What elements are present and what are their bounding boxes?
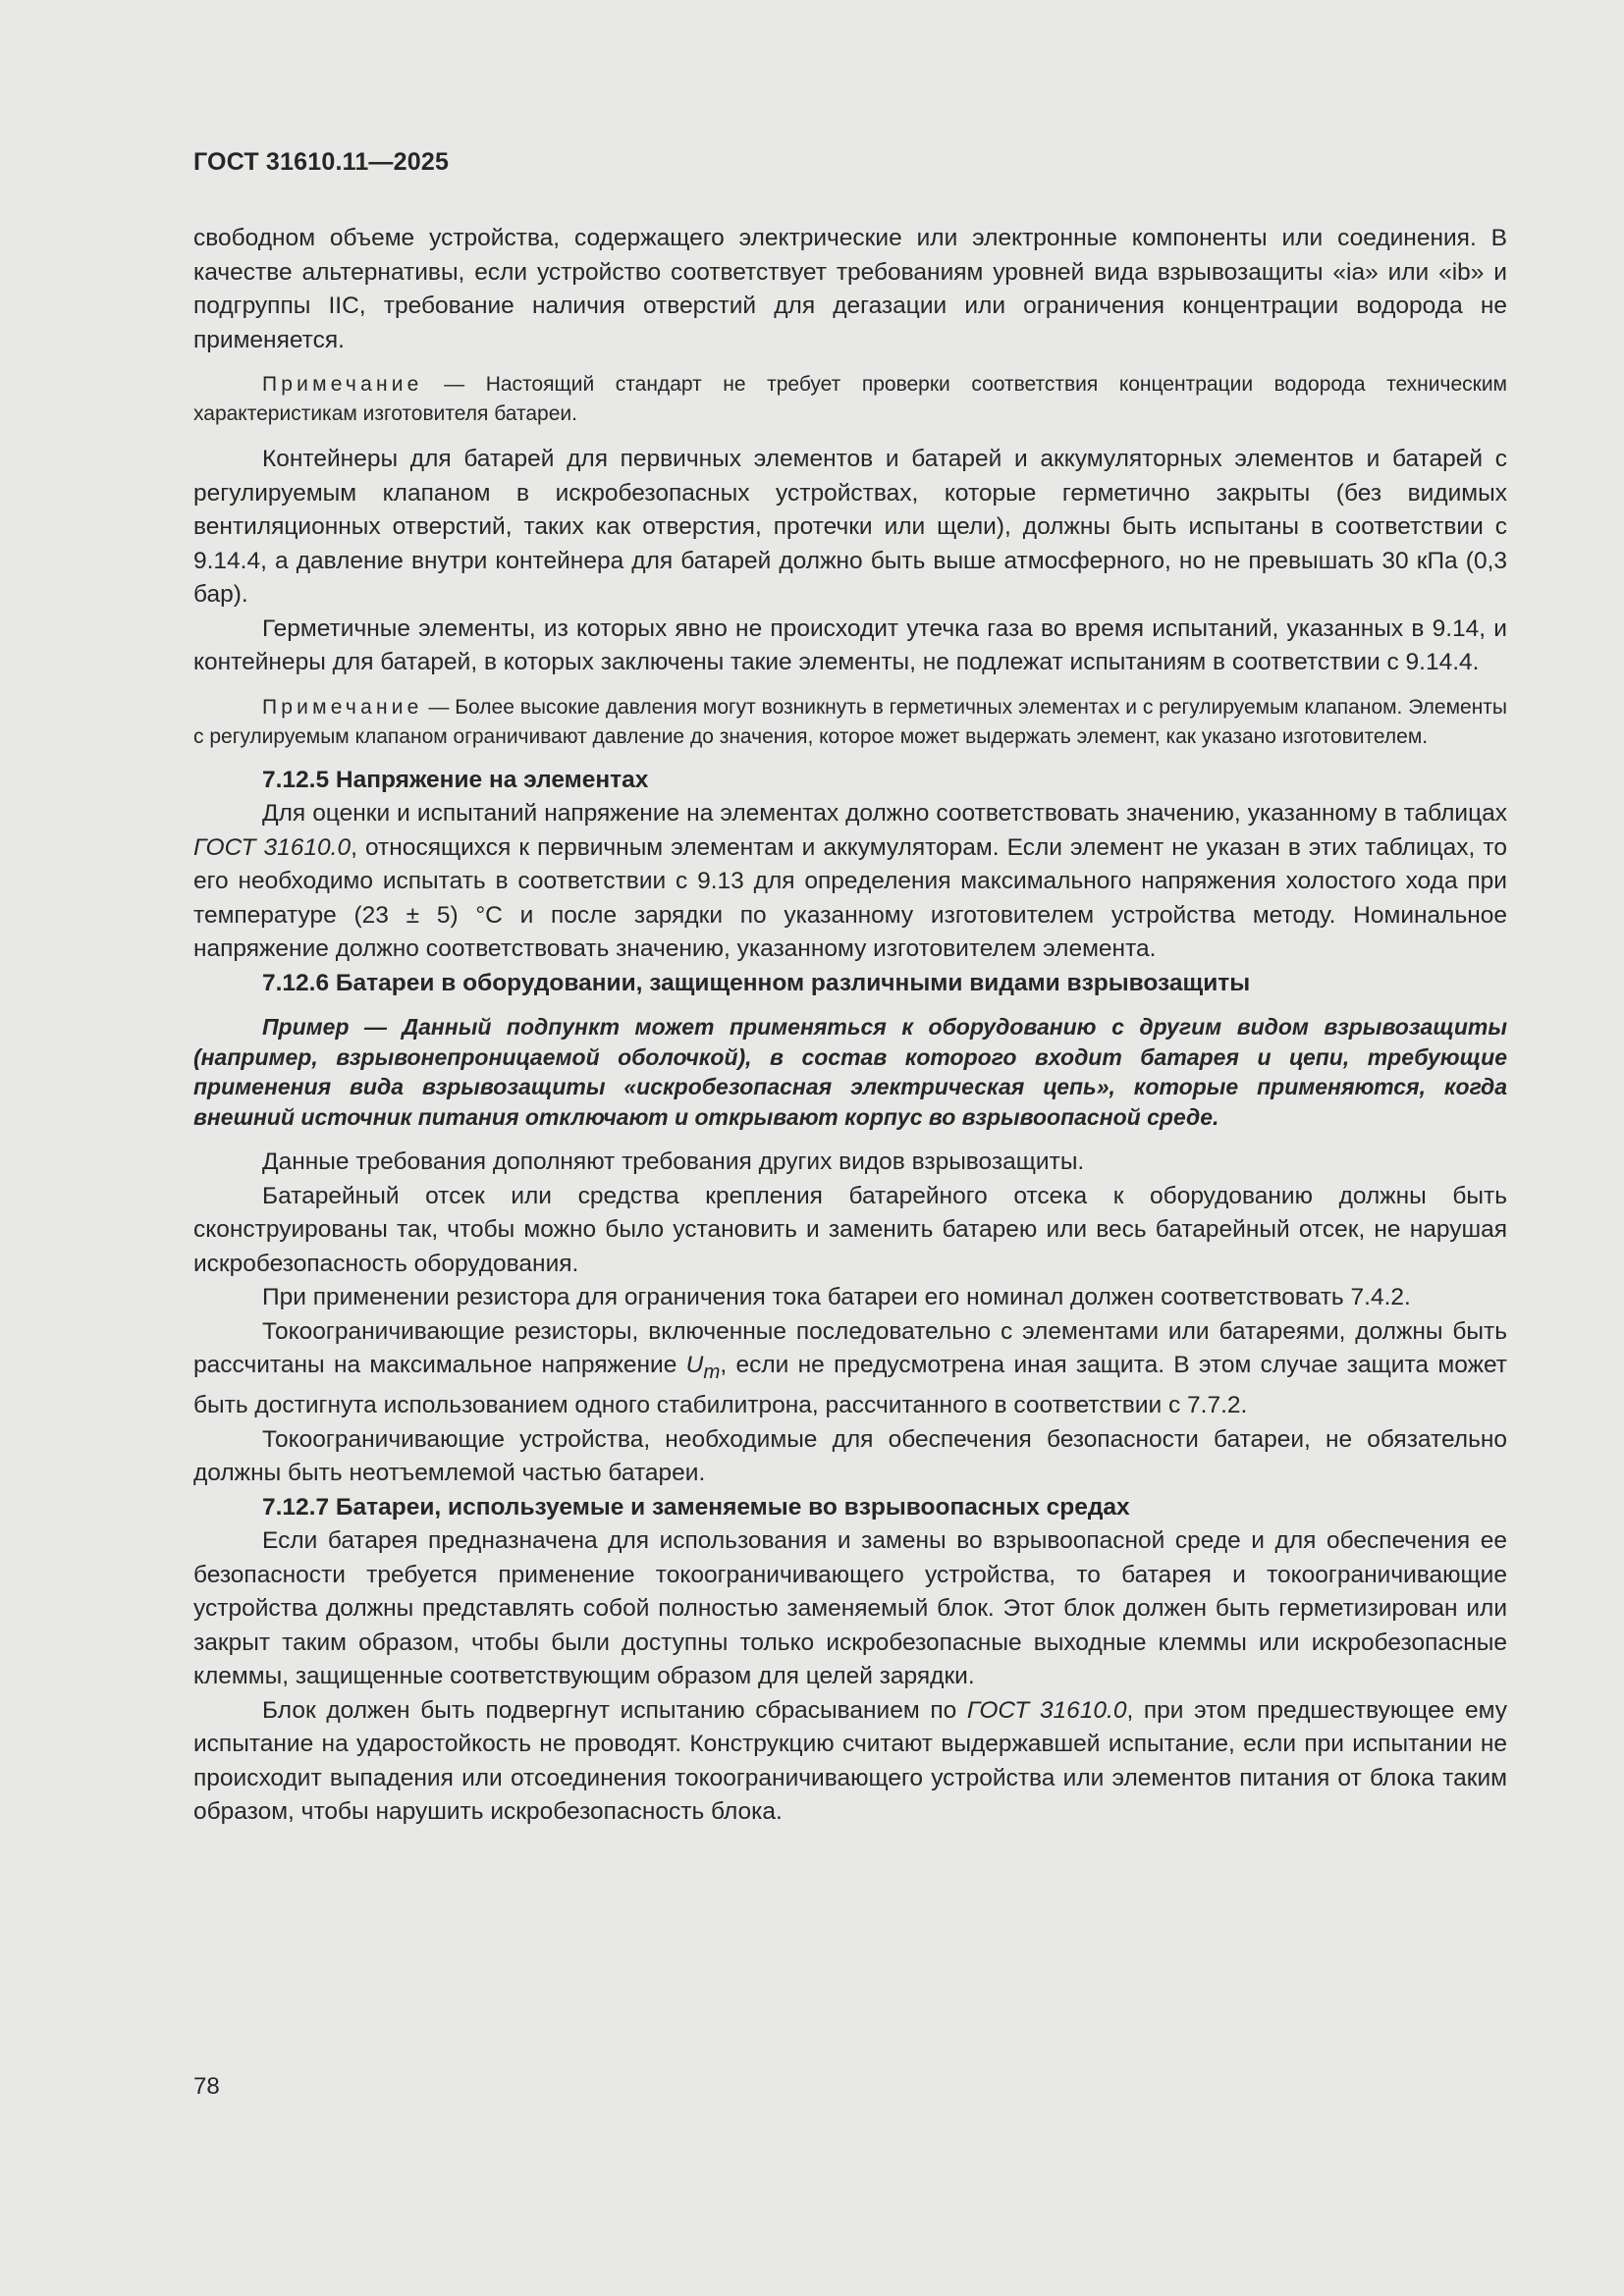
example-block: Пример — Данный подпункт может применяться к оборудованию с другим видом взрывозащиты (например, взрывонепроницаемой оболочкой), в состав которого входит батарея и цепи, требующие применения вида взрывозащиты «искробезопасная электрическая цепь», которые применяются, когда внешний источник питания отключают и открывают корпус во взрывоопасной среде. — [193, 1014, 1507, 1130]
page-number: 78 — [193, 2073, 220, 2100]
note-pressure — [193, 693, 1507, 752]
paragraph-cell-voltage: Для оценки и испытаний напряжение на элементах должно соответствовать значению, указанному в таблицах ГОСТ 31610.0, относящихся к первичным элементам и аккумуляторам. Если элемент не указан в этих таблицах, то его необходимо испытать в соответствии с 9.13 для определения максимального напряжения холостого хода при температуре (23 ± 5) °С и после зарядки по указанному изготовителем устройства методу. Номинальное напряжение должно соответствовать значению, указанному изготовителем элемента. — [193, 800, 1507, 962]
standard-reference: ГОСТ 31610.0 — [966, 1696, 1127, 1724]
note-label: Примечание — [262, 695, 423, 719]
note-text: — Более высокие давления могут возникнуть в герметичных элементах и с регулируемым клапаном. Элементы с регулируемым клапаном ограничивают давление до значения, которое может выдержать элемент, как указано изготовителем. — [193, 695, 1507, 748]
section-heading-7-12-6: 7.12.6 Батареи в оборудовании, защищенном различными видами взрывозащиты — [262, 969, 1251, 996]
paragraph-current-limiting-devices: Токоограничивающие устройства, необходимые для обеспечения безопасности батареи, не обязательно должны быть неотъемлемой частью батареи. — [193, 1425, 1507, 1487]
note-text: — Настоящий стандарт не требует проверки соответствия концентрации водорода техническим характеристикам изготовителя батареи. — [193, 373, 1507, 425]
paragraph-resistor: При применении резистора для ограничения тока батареи его номинал должен соответствовать 7.4.2. — [262, 1284, 1411, 1310]
page-content — [193, 147, 1507, 1830]
section-heading-7-12-7: 7.12.7 Батареи, используемые и заменяемые во взрывоопасных средах — [262, 1493, 1130, 1521]
note-label: Примечание — [262, 373, 423, 396]
paragraph-current-limiting-resistors: Токоограничивающие резисторы, включенные последовательно с элементами или батареями, должны быть рассчитаны на максимальное напряжение $U_m$, если не предусмотрена иная защита. В этом случае защита может быть достигнута использованием одного стабилитрона, рассчитанного в соответствии с 7.7.2. — [193, 1317, 1507, 1419]
paragraph-battery-containers: Контейнеры для батарей для первичных элементов и батарей и аккумуляторных элементов и батарей с регулируемым клапаном в искробезопасных устройствах, которые герметично закрыты (без видимых вентиляционных отверстий, таких как отверстия, протечки или щели), должны быть испытаны в соответствии с 9.14.4, а давление внутри контейнера для батарей должно быть выше атмосферного, но не превышать 30 кПа (0,3 бар). — [193, 446, 1507, 608]
paragraph-battery-compartment: Батарейный отсек или средства крепления батарейного отсека к оборудованию должны быть сконструированы так, чтобы можно было установить и заменить батарею или весь батарейный отсек, не нарушая искробезопасность оборудования. — [193, 1182, 1507, 1277]
paragraph-sealed-cells: Герметичные элементы, из которых явно не происходит утечка газа во время испытаний, указанных в 9.14, и контейнеры для батарей, в которых заключены такие элементы, не подлежат испытаниям в соответствии с 9.14.4. — [193, 614, 1507, 675]
note-hydrogen — [193, 370, 1507, 429]
paragraph-replaceable-unit: Если батарея предназначена для использования и замены во взрывоопасной среде и для обеспечения ее безопасности требуется применение токоограничивающего устройства, то батарея и токоограничивающие устройства должны представлять собой полностью заменяемый блок. Этот блок должен быть герметизирован или закрыт таким образом, чтобы были доступны только искробезопасные выходные клеммы или искробезопасные клеммы, защищенные соответствующим образом для целей зарядки. — [193, 1527, 1507, 1690]
paragraph-continuation: свободном объеме устройства, содержащего электрические или электронные компоненты или соединения. В качестве альтернативы, если устройство соответствует требованиям уровней вида взрывозащиты «ia» или «ib» и подгруппы IIC, требование наличия отверстий для дегазации или ограничения концентрации водорода не применяется. — [193, 225, 1507, 353]
paragraph-supplement: Данные требования дополняют требования других видов взрывозащиты. — [262, 1148, 1085, 1175]
voltage-symbol: $U_m$ — [685, 1352, 721, 1383]
document-header: ГОСТ 31610.11—2025 — [193, 148, 450, 176]
standard-reference: ГОСТ 31610.0 — [193, 833, 352, 861]
section-heading-7-12-5: 7.12.5 Напряжение на элементах — [262, 766, 649, 793]
paragraph-drop-test: Блок должен быть подвергнут испытанию сбрасыванием по ГОСТ 31610.0, при этом предшествующее ему испытание на ударостойкость не проводят. Конструкцию считают выдержавшей испытание, если при испытании не происходит выпадения или отсоединения токоограничивающего устройства или элементов питания от блока таким образом, чтобы нарушить искробезопасность блока. — [193, 1696, 1507, 1826]
